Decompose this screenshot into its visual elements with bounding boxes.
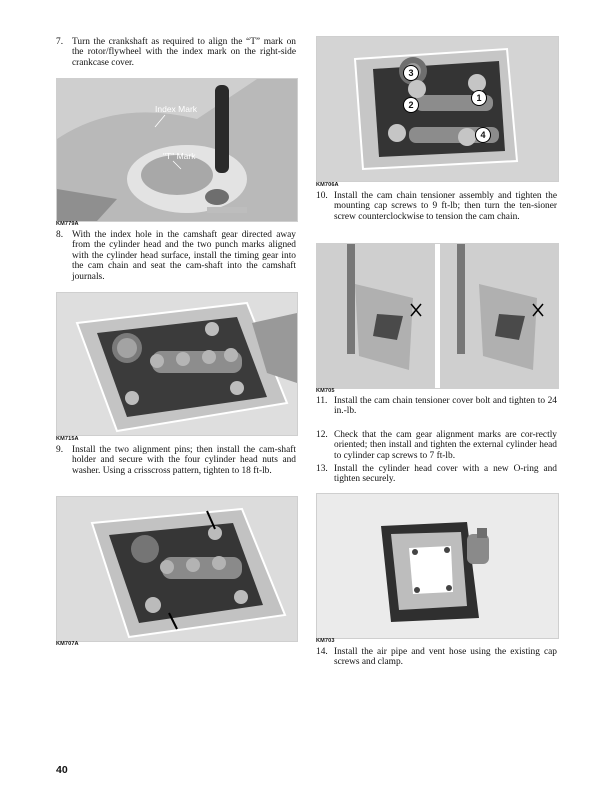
caption-km707a: KM707A bbox=[56, 641, 79, 647]
caption-km706a: KM706A bbox=[316, 182, 339, 188]
step-8 bbox=[56, 230, 296, 282]
step-text: Check that the cam gear alignment marks are cor-rectly oriented; then install and tighten the external cylinder head to cylinder cap screws to 7 ft-lb. bbox=[334, 430, 557, 461]
step-number: 10. bbox=[316, 191, 328, 201]
step-number: 8. bbox=[56, 230, 64, 240]
callout-4: 4 bbox=[475, 127, 491, 143]
caption-km779a: KM779A bbox=[56, 221, 79, 227]
callout-1: 1 bbox=[471, 90, 487, 106]
step-number: 13. bbox=[316, 464, 328, 474]
step-number: 11. bbox=[316, 396, 328, 406]
step-number: 7. bbox=[56, 37, 64, 47]
step-text: Turn the crankshaft as required to align the “T” mark on the rotor/flywheel with the index mark on the right-side crankcase cover. bbox=[72, 37, 296, 68]
step-number: 9. bbox=[56, 445, 64, 455]
photo-km705 bbox=[316, 243, 559, 389]
step-10 bbox=[316, 191, 557, 222]
page-number: 40 bbox=[56, 764, 68, 776]
photo-km715a bbox=[56, 292, 298, 436]
callout-lines bbox=[57, 79, 297, 221]
caption-km705: KM705 bbox=[316, 388, 335, 394]
step-number: 14. bbox=[316, 647, 328, 657]
step-14 bbox=[316, 647, 557, 668]
step-12 bbox=[316, 430, 557, 461]
photo-km706a bbox=[316, 36, 559, 182]
step-11 bbox=[316, 396, 557, 417]
step-number: 12. bbox=[316, 430, 328, 440]
label-t-mark: "T" Mark bbox=[163, 151, 196, 161]
label-index-mark: Index Mark bbox=[155, 104, 198, 114]
callout-3: 3 bbox=[403, 65, 419, 81]
step-text: Install the cam chain tensioner cover bolt and tighten to 24 in.-lb. bbox=[334, 396, 557, 417]
step-text: With the index hole in the camshaft gear directed away from the cylinder head and the two punch marks aligned with the cylinder head surface, install the timing gear into the cam chain and seat the cam-shaft into the camshaft journals. bbox=[72, 230, 296, 282]
callout-2: 2 bbox=[403, 97, 419, 113]
step-text: Install the cam chain tensioner assembly and tighten the mounting cap screws to 9 ft-lb; then turn the ten-sioner screw counterclockwise to tension the cam chain. bbox=[334, 191, 557, 222]
photo-km703 bbox=[316, 493, 559, 639]
caption-km715a: KM715A bbox=[56, 436, 79, 442]
step-text: Install the cylinder head cover with a new O-ring and tighten securely. bbox=[334, 464, 557, 485]
step-9 bbox=[56, 445, 296, 476]
photo-km779a bbox=[56, 78, 298, 222]
photo-km707a bbox=[56, 496, 298, 642]
step-7 bbox=[56, 37, 296, 68]
caption-km703: KM703 bbox=[316, 638, 335, 644]
step-text: Install the air pipe and vent hose using the existing cap screws and clamp. bbox=[334, 647, 557, 668]
step-text: Install the two alignment pins; then install the cam-shaft holder and secure with the four cylinder head nuts and washer. Using a crisscross pattern, tighten to 18 ft-lb. bbox=[72, 445, 296, 476]
step-13 bbox=[316, 464, 557, 485]
